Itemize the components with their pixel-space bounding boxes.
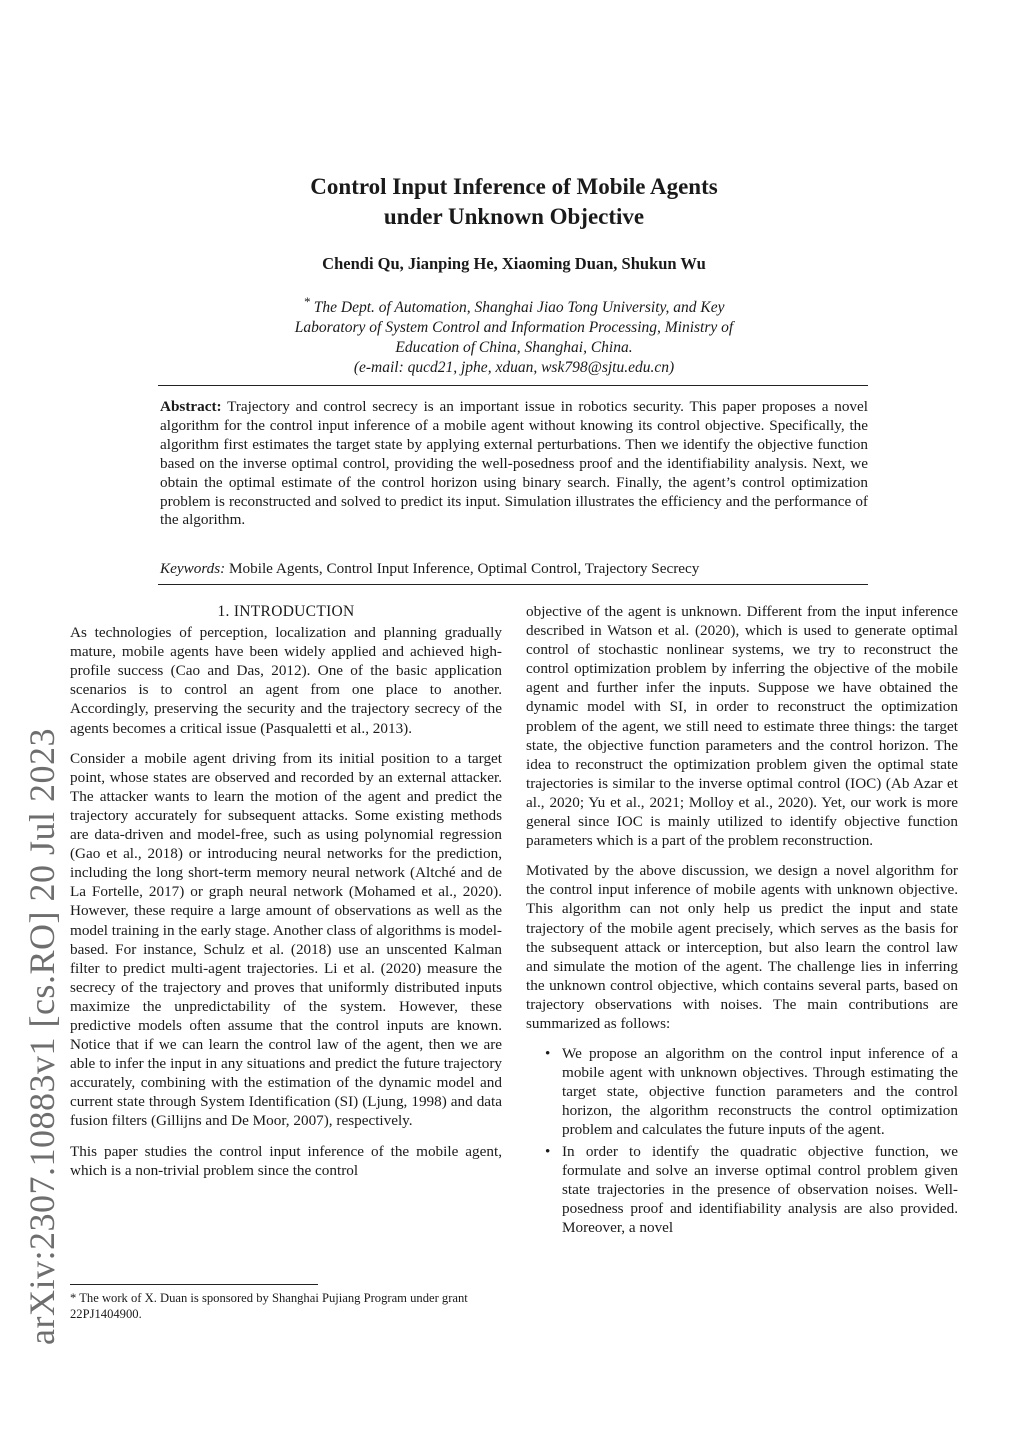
keywords-text: Mobile Agents, Control Input Inference, Optimal Control, Trajectory Secrecy: [229, 560, 700, 577]
keywords: [160, 560, 868, 578]
bullet-icon: •: [545, 1142, 551, 1160]
list-item: [526, 1142, 958, 1237]
paragraph: Motivated by the above discussion, we design a novel algorithm for the control input inference of mobile agents with unknown objective. This algorithm can not only help us predict the input and state trajectory of the mobile agent precisely, which serves as the basis for the subsequent attack or interception, but also learn the control law and simulate the motion of the agent. The challenge lies in inferring the unknown control objective, which contains several parts, based on trajectory observations with noises. The main contributions are summarized as follows:: [526, 862, 958, 1032]
affiliation-line-2: Laboratory of System Control and Information Processing, Ministry of: [294, 319, 734, 337]
keywords-label: Keywords:: [160, 560, 226, 577]
author-list: Chendi Qu, Jianping He, Xiaoming Duan, Shukun Wu: [322, 254, 706, 273]
paper-title: [160, 172, 868, 232]
list-item-text: We propose an algorithm on the control input inference of a mobile agent with unknown objectives. Through estimating the target state, objective function parameters and the control horizon, the algorithm reconstructs the control optimization problem and calculates the future inputs of the agent.: [562, 1045, 958, 1139]
section-heading: 1. INTRODUCTION: [217, 603, 355, 620]
list-item: [526, 1044, 958, 1139]
affiliation-marker: *: [303, 294, 310, 309]
paragraph: Consider a mobile agent driving from its initial position to a target point, whose states are observed and recorded by an external attacker. The attacker wants to learn the motion of the agent and predict the trajectory accurately for subsequent attacks. Some existing methods are data-driven and model-free, such as using polynomial regression (Gao et al., 2018) or introducing neural networks for the prediction, including the long short-term memory neural network (Altché and de La Fortelle, 2017) or graph neural network (Mohamed et al., 2020). However, these require a large amount of observations as well as the model training in the early stage. Another class of algorithms is model-based. For instance, Schulz et al. (2018) use an unscented Kalman filter to predict multi-agent trajectories. Li et al. (2020) measure the secrecy of the trajectory and proves that uniformly distributed inputs maximize the unpredictability of the system. However, these predictive models often assume that the control inputs are known. Notice that if we can learn the control law of the agent, then we are able to infer the input in any situations and predict the future trajectory accurately, combining with the estimation of the dynamic model and current state through System Identification (SI) (Ljung, 1998) and data fusion filters (Gillijns and De Moor, 2007), respectively.: [70, 749, 502, 1130]
list-item-text: In order to identify the quadratic objective function, we formulate and solve an inverse optimal control problem given state trajectories in the presence of observation noises. Well-posedness proof and identifiability analysis are also provided. Moreover, a novel: [562, 1142, 958, 1236]
affiliation-email: (e-mail: qucd21, jphe, xduan, wsk798@sjtu.edu.cn): [353, 359, 675, 377]
left-column: [70, 602, 502, 1191]
affiliation-line-3: Education of China, Shanghai, China.: [395, 339, 633, 357]
arxiv-stamp: arXiv:2307.10883v1 [cs.RO] 20 Jul 2023: [22, 728, 62, 1345]
bullet-icon: •: [545, 1045, 551, 1063]
abstract-label: Abstract:: [160, 398, 222, 415]
paragraph: objective of the agent is unknown. Different from the input inference described in Watson et al. (2020), which is used to generate optimal control of stochastic nonlinear systems, we try to reconstruct the control optimization problem by inferring the objective of the mobile agent and further infer the inputs. Suppose we have obtained the dynamic model with SI, in order to reconstruct the optimization problem of the agent, we still need to estimate three things: the target state, the objective function parameters and the control horizon. The idea to reconstruct the optimization problem given the optimal state trajectories is similar to the inverse optimal control (IOC) (Ab Azar et al., 2020; Yu et al., 2021; Molloy et al., 2020). Yet, our work is more general since IOC is mainly utilized to identify objective function parameters which is a part of the problem reconstruction.: [526, 603, 958, 850]
abstract-top-rule: [158, 385, 868, 386]
footnote-marker: *: [70, 1291, 77, 1305]
title-line-1: Control Input Inference of Mobile Agents: [310, 174, 718, 199]
paragraph: As technologies of perception, localization and planning gradually mature, mobile agents have been widely applied and achieved high-profile success (Cao and Das, 2012). One of the basic application scenarios is to control an agent from one place to another. Accordingly, preserving the security and the trajectory secrecy of the agents becomes a critical issue (Pasqualetti et al., 2013).: [70, 624, 502, 737]
abstract-text: Trajectory and control secrecy is an important issue in robotics security. This paper proposes a novel algorithm for the control input inference of a mobile agent without knowing its control objective. Specifically, the algorithm first estimates the target state by applying external perturbations. Then we identify the objective function based on the inverse optimal control, providing the well-posedness proof and the identifiability analysis. Next, we obtain the optimal estimate of the control horizon using binary search. Finally, the agent’s control optimization problem is reconstructed and solved to predict its input. Simulation illustrates the efficiency and the performance of the algorithm.: [160, 398, 868, 529]
abstract: [160, 398, 868, 530]
abstract-bottom-rule: [158, 584, 868, 585]
right-column: [526, 602, 958, 1239]
footnote: [70, 1290, 502, 1322]
affiliation-line-1: The Dept. of Automation, Shanghai Jiao Tong University, and Key: [313, 299, 725, 317]
title-line-2: under Unknown Objective: [383, 204, 645, 229]
affiliation: [210, 292, 818, 378]
contribution-list: [526, 1044, 958, 1237]
footnote-text: The work of X. Duan is sponsored by Shanghai Pujiang Program under grant 22PJ1404900.: [70, 1291, 468, 1321]
footnote-rule: [70, 1284, 318, 1285]
paragraph: This paper studies the control input inference of the mobile agent, which is a non-trivial problem since the control: [70, 1142, 502, 1179]
